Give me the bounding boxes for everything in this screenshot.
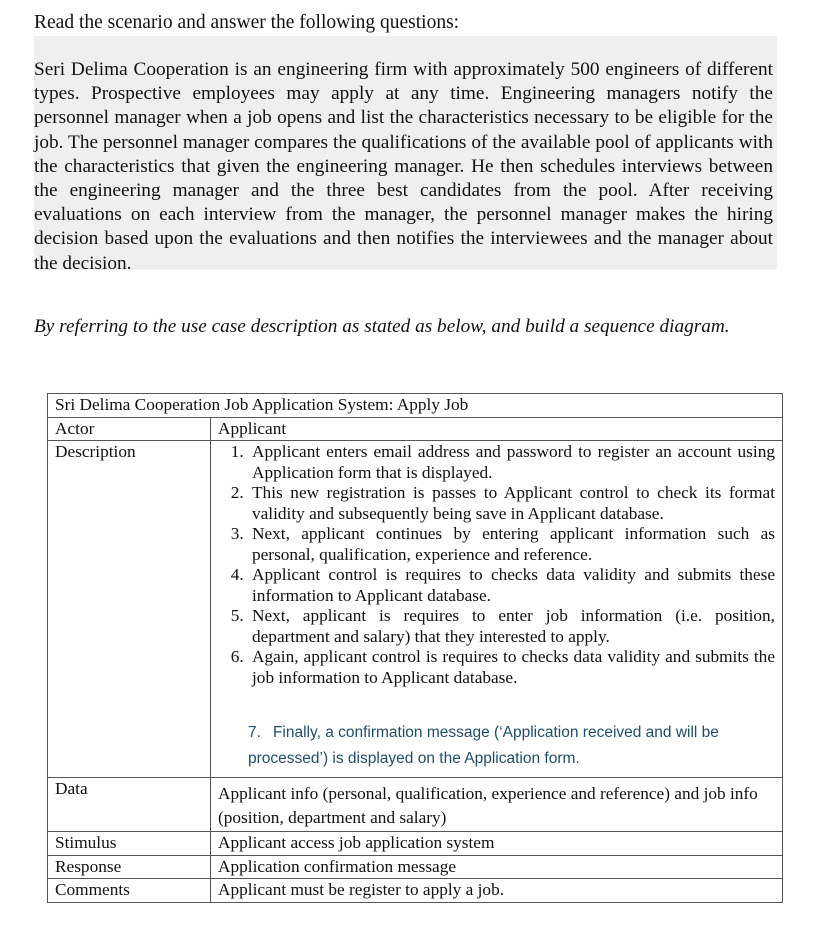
step-item: 6. Again, applicant control is requires to checks data validity and submits the job information to Applicant database.: [248, 647, 775, 688]
step-item: 1. Applicant enters email address and password to register an account using Application form that is displayed.: [248, 442, 775, 483]
table-row: [48, 778, 783, 832]
table-row: [48, 832, 783, 856]
step-item: 4. Applicant control is requires to checks data validity and submits these information to Applicant database.: [248, 565, 775, 606]
step-7-text: Finally, a confirmation message (‘Application received and will be processed’) is displayed on the Application form.: [248, 724, 719, 767]
step-item: 3. Next, applicant continues by entering applicant information such as personal, qualification, experience and reference.: [248, 524, 775, 565]
use-case-table: [47, 393, 783, 903]
step-item: 5. Next, applicant is requires to enter job information (i.e. position, department and salary) that they interested to apply.: [248, 606, 775, 647]
description-label: Description: [48, 441, 211, 778]
response-label: Response: [48, 855, 211, 879]
steps-list: [218, 442, 775, 688]
question-heading: Read the scenario and answer the following questions:: [34, 12, 460, 33]
table-row: [48, 879, 783, 903]
table-row: [48, 855, 783, 879]
stimulus-value: Applicant access job application system: [211, 832, 783, 856]
description-value: [211, 441, 783, 778]
instruction-text: By referring to the use case description as stated as below, and build a sequence diagram.: [34, 316, 730, 337]
table-row: [48, 417, 783, 441]
step-item: 2. This new registration is passes to Applicant control to check its format validity and subsequently being save in Applicant database.: [248, 483, 775, 524]
actor-value: Applicant: [211, 417, 783, 441]
scenario-text: Seri Delima Cooperation is an engineering firm with approximately 500 engineers of different types. Prospective employees may apply at any time. Engineering managers notify the personnel manager when a job opens and list the characteristics necessary to be eligible for the job. The personnel manager compares the qualifications of the available pool of applicants with the characteristics that given the engineering manager. He then schedules interviews between the engineering manager and the three best candidates from the pool. After receiving evaluations on each interview from the manager, the personnel manager makes the hiring decision based upon the evaluations and then notifies the interviewees and the manager about the decision.: [34, 36, 777, 270]
stimulus-label: Stimulus: [48, 832, 211, 856]
data-label: Data: [48, 778, 211, 832]
comments-value: Applicant must be register to apply a job.: [211, 879, 783, 903]
table-title: Sri Delima Cooperation Job Application System: Apply Job: [48, 394, 783, 418]
comments-label: Comments: [48, 879, 211, 903]
data-value: Applicant info (personal, qualification, experience and reference) and job info (position, department and salary): [211, 778, 783, 832]
table-row: [48, 441, 783, 778]
actor-label: Actor: [48, 417, 211, 441]
response-value: Application confirmation message: [211, 855, 783, 879]
step-7-number: 7.: [248, 724, 261, 741]
step-item-7: [248, 720, 775, 772]
